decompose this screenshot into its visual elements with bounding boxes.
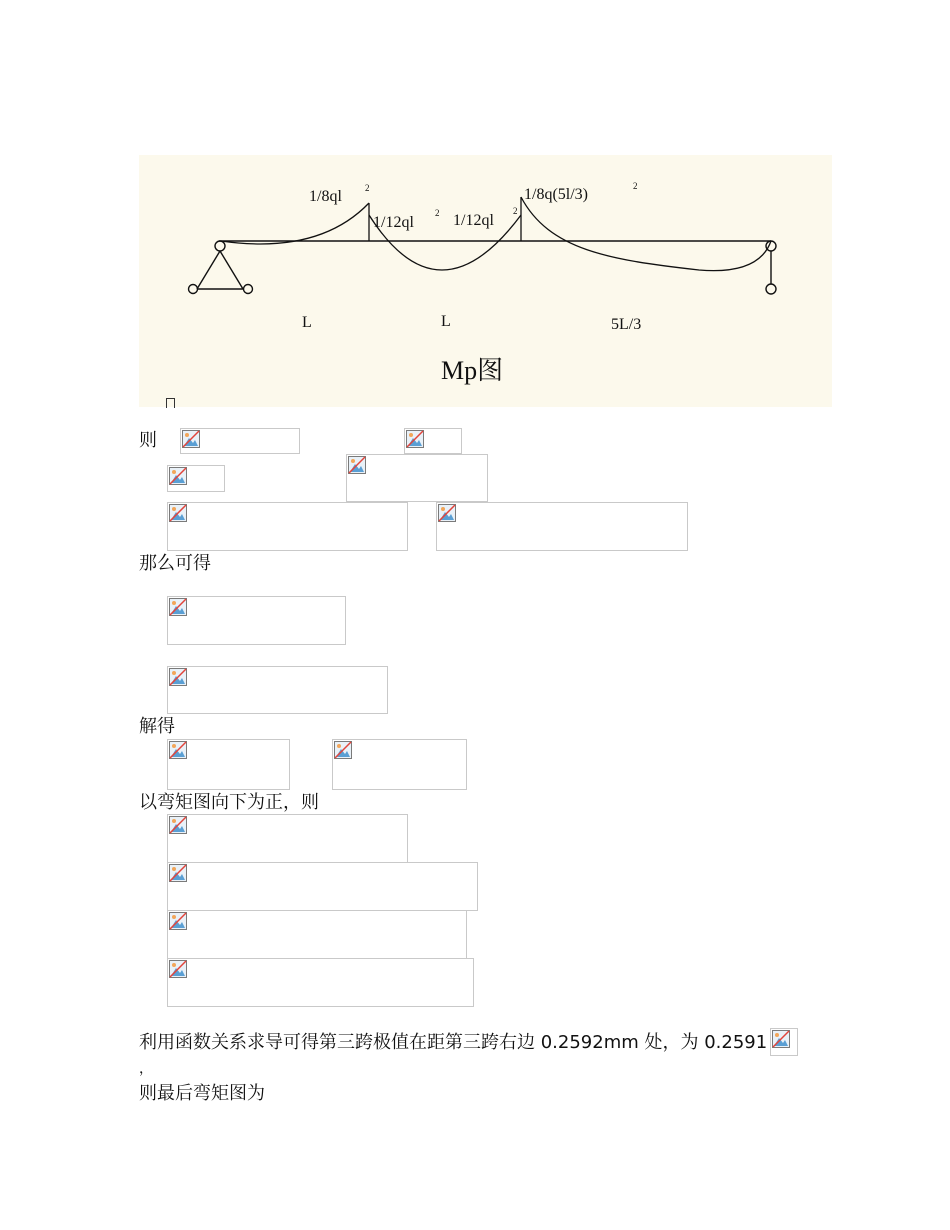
formula-image xyxy=(404,428,462,454)
moment-label-3-exp: 2 xyxy=(513,206,518,216)
broken-image-icon xyxy=(169,912,187,930)
formula-image xyxy=(436,502,688,551)
moment-label-2: 1/12ql xyxy=(373,214,414,231)
broken-image-icon xyxy=(169,668,187,686)
pin-support xyxy=(189,241,253,294)
text-namekede: 那么可得 xyxy=(139,553,211,574)
text-ze: 则 xyxy=(139,430,157,451)
broken-image-icon xyxy=(169,864,187,882)
formula-image xyxy=(167,666,388,714)
formula-image xyxy=(167,862,478,911)
moment-curve-span-1 xyxy=(221,203,369,244)
moment-label-1: 1/8ql xyxy=(309,188,342,205)
formula-image xyxy=(167,958,474,1007)
text-comma: ， xyxy=(139,1061,153,1077)
formula-image xyxy=(167,739,290,790)
moment-diagram-figure xyxy=(139,155,832,407)
broken-image-icon xyxy=(182,430,200,448)
formula-image xyxy=(332,739,467,790)
broken-image-icon xyxy=(169,504,187,522)
span-label-1: L xyxy=(302,314,312,331)
formula-image xyxy=(167,502,408,551)
moment-label-1-exp: 2 xyxy=(365,183,370,193)
moment-diagram-svg xyxy=(139,155,832,407)
broken-image-icon xyxy=(438,504,456,522)
text-zuihou: 则最后弯矩图为 xyxy=(139,1083,265,1104)
moment-label-4-exp: 2 xyxy=(633,181,638,191)
formula-image xyxy=(346,454,488,502)
moment-label-2-exp: 2 xyxy=(435,208,440,218)
broken-image-icon xyxy=(772,1030,790,1048)
formula-image xyxy=(167,465,225,492)
span-label-3: 5L/3 xyxy=(611,316,642,333)
formula-image xyxy=(180,428,300,454)
broken-image-icon xyxy=(169,741,187,759)
broken-image-icon xyxy=(406,430,424,448)
formula-image xyxy=(167,596,346,645)
formula-image xyxy=(167,910,467,959)
moment-label-4: 1/8q(5l/3) xyxy=(524,186,588,203)
broken-image-icon xyxy=(169,467,187,485)
broken-image-icon xyxy=(169,816,187,834)
broken-image-icon xyxy=(169,598,187,616)
formula-image xyxy=(770,1028,798,1056)
moment-curve-span-3 xyxy=(521,197,771,271)
figure-caption: Mp图 xyxy=(441,356,504,385)
broken-image-icon xyxy=(348,456,366,474)
small-square-mark xyxy=(166,398,175,408)
text-yiwanju: 以弯矩图向下为正，则 xyxy=(139,792,319,813)
broken-image-icon xyxy=(334,741,352,759)
text-jiede: 解得 xyxy=(139,716,175,737)
formula-image xyxy=(167,814,408,863)
broken-image-icon xyxy=(169,960,187,978)
moment-label-3: 1/12ql xyxy=(453,212,494,229)
text-liyong: 利用函数关系求导可得第三跨极值在距第三跨右边 0.2592mm 处，为 0.2591 xyxy=(139,1032,768,1053)
span-label-2: L xyxy=(441,313,451,330)
